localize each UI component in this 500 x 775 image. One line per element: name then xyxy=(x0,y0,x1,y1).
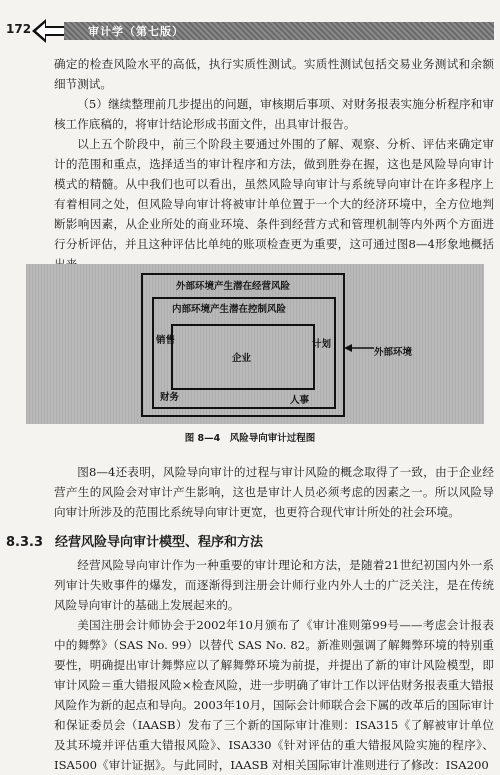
paragraph: 美国注册会计师协会于2002年10月颁布了《审计准则第99号——考虑会计报表中的舞弊》（SAS No. 99）以替代 SAS No. 82。新准则强调了解舞弊环境的特别重要性，明确提出审计舞弊应以了解舞弊环境为前提，并提出了新的审计风险模型，即审计风险＝重大错报风险×检查风险，进一步明确了审计工作以评估财务报表重大错报风险作为新的起点和导向。2003年10月，国际会计师联合会下属的改革后的国际审计和保证委员会（IAASB）发布了三个新的国际审计准则：ISA315《了解被审计单位及其环境并评估重大错报风险》、ISA330《针对评估的重大错报风险实施的程序》、ISA500《审计证据》。与此同时，IAASB 对相关国际审计准则进行了修改：ISA200 xyxy=(54,618,494,772)
outer-environment-label: 外部环境产生潜在经营风险 xyxy=(176,281,291,292)
section-title: 经营风险导向审计模型、程序和方法 xyxy=(55,535,264,550)
figure-caption: 图 8—4 风险导向审计过程图 xyxy=(184,433,316,444)
sales-label: 销售 xyxy=(156,335,176,346)
risk-oriented-audit-diagram xyxy=(26,264,484,424)
paragraph: 以上五个阶段中，前三个阶段主要通过外围的了解、观察、分析、评估来确定审计的范围和重点，选择适当的审计程序和方法，做到胜券在握，这也是风险导向审计模式的精髓。从中我们也可以看出，虽然风险导向审计与系统导向审计在许多程序上有着相同之处，但风险导向审计将被审计单位置于一个大的经济环境中，全方位地判断影响因素，从企业所处的商业环境、条件到经营方式和管理机制等内外两个方面进行分析评估，并且这种评估比单纯的账项检查更为重要，这可通过图8—4形象地概括 xyxy=(54,137,494,251)
section-number: 8.3.3 xyxy=(6,535,44,550)
paragraph: 图8—4还表明，风险导向审计的过程与审计风险的概念取得了一致，由于企业经营产生的风险会对审计产生影响，这也是审计人员必须考虑的因素之一。所以风险导向审计所涉及的范围比系统导向审计更宽，也更符合现代审计所处的社会环境。 xyxy=(54,465,494,519)
planning-label: 计划 xyxy=(312,339,332,350)
personnel-label: 人事 xyxy=(290,395,310,406)
running-header xyxy=(0,18,500,44)
section-heading xyxy=(6,531,263,550)
paragraph: 确定的检查风险水平的高低，执行实质性测试。实质性测试包括交易业务测试和余额细节测试。 xyxy=(54,57,494,91)
finance-label: 财务 xyxy=(160,392,180,403)
paragraph: 经营风险导向审计作为一种重要的审计理论和方法，是随着21世纪初国内外一系列审计失败事件的爆发，而逐渐得到注册会计师行业内外人士的广泛关注，是在传统风险导向审计的基础上发展起来的。 xyxy=(54,558,494,612)
paragraph: （5）继续整理前几步提出的问题，审核期后事项、对财务报表实施分析程序和审核工作底稿的，将审计结论形成书面文件，出具审计报告。 xyxy=(54,97,494,131)
enterprise-label: 企业 xyxy=(232,353,252,364)
external-environment-label: 外部环境 xyxy=(374,347,413,358)
page-number: 172 xyxy=(6,22,32,36)
internal-environment-label: 内部环境产生潜在控制风险 xyxy=(172,304,287,315)
arrow-left-icon xyxy=(344,343,374,353)
book-title: 审计学（第七版） xyxy=(88,25,184,38)
